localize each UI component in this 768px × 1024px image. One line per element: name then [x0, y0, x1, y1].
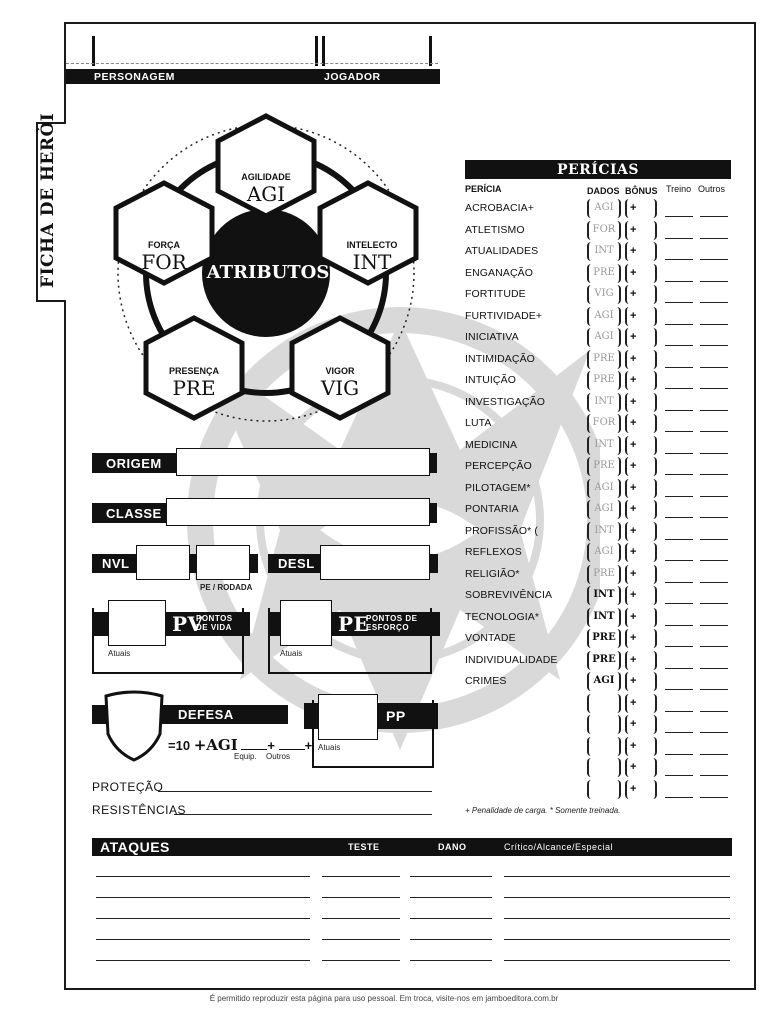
jogador-label: JOGADOR: [324, 70, 381, 83]
pericia-row: [465, 393, 730, 415]
pe-label: PE: [338, 612, 370, 636]
defesa-label: DEFESA: [178, 707, 234, 722]
pericia-die[interactable]: INT: [587, 242, 621, 261]
pericia-name: INTIMIDAÇÃO: [465, 352, 535, 365]
pericia-die[interactable]: [587, 780, 621, 799]
ataque-cell-line[interactable]: [504, 876, 730, 877]
defesa-formula-plus-1: +: [267, 738, 275, 753]
pericia-bonus-field[interactable]: +: [625, 715, 657, 734]
pericia-row: [465, 500, 730, 522]
pv-atuais-label: Atuais: [108, 649, 131, 658]
pericia-outros-line[interactable]: [700, 453, 728, 454]
pericia-row: [465, 543, 730, 565]
col-treino: Treino: [666, 184, 692, 194]
pe-rodada-label: PE / RODADA: [200, 583, 253, 592]
ataque-cell-line[interactable]: [410, 897, 492, 898]
pericia-row: [465, 629, 730, 651]
attr-vig-abbr: VIG: [320, 376, 360, 400]
pericia-treino-line[interactable]: [665, 560, 693, 561]
pericia-die[interactable]: AGI: [587, 672, 621, 691]
pericia-bonus-field[interactable]: +: [625, 758, 657, 777]
pericia-treino-line[interactable]: [665, 410, 693, 411]
defesa-formula-agi: +AGI: [193, 736, 238, 754]
pericia-outros-line[interactable]: [700, 281, 728, 282]
ataques-title: ATAQUES: [100, 839, 170, 855]
pericia-row: [465, 307, 730, 329]
pericia-name: ACROBACIA+: [465, 202, 534, 214]
pericia-die[interactable]: VIG: [587, 285, 621, 304]
pericia-outros-line[interactable]: [700, 797, 728, 798]
pericia-outros-line[interactable]: [700, 754, 728, 755]
pericia-treino-line[interactable]: [665, 625, 693, 626]
pe-rodada-field[interactable]: [196, 545, 250, 580]
pericia-name: INTUIÇÃO: [465, 374, 516, 386]
pericia-name: PONTARIA: [465, 503, 519, 515]
pericia-name: PROFISSÃO* (: [465, 524, 538, 537]
ataque-cell-line[interactable]: [504, 960, 730, 961]
ataque-cell-line[interactable]: [504, 939, 730, 940]
pericia-treino-line[interactable]: [665, 259, 693, 260]
pericia-bonus-field[interactable]: +: [625, 371, 657, 390]
ataque-cell-line[interactable]: [504, 918, 730, 919]
pericia-name: FORTITUDE: [465, 288, 526, 300]
equip-label: Equip.: [234, 752, 257, 761]
pericia-row: [465, 199, 730, 221]
pericia-die[interactable]: INT: [587, 608, 621, 627]
pericia-treino-line[interactable]: [665, 324, 693, 325]
ataque-cell-line[interactable]: [410, 918, 492, 919]
pericia-row: [465, 457, 730, 479]
pericia-outros-line[interactable]: [700, 560, 728, 561]
pericia-row: [465, 221, 730, 243]
pericia-bonus-field[interactable]: +: [625, 350, 657, 369]
pericia-outros-line[interactable]: [700, 302, 728, 303]
pp-atuais-label: Atuais: [318, 743, 341, 752]
pericia-die[interactable]: PRE: [587, 264, 621, 283]
ataques-col-dano: DANO: [438, 842, 467, 852]
ataques-col-extra: Crítico/Alcance/Especial: [504, 842, 614, 852]
attr-int-name: INTELECTO: [346, 240, 398, 250]
pericia-treino-line[interactable]: [665, 431, 693, 432]
pericia-outros-line[interactable]: [700, 410, 728, 411]
pericia-die[interactable]: AGI: [587, 543, 621, 562]
attr-int: [332, 240, 412, 274]
pericia-row: [465, 436, 730, 458]
pericia-outros-line[interactable]: [700, 732, 728, 733]
pericia-treino-line[interactable]: [665, 539, 693, 540]
pericia-outros-line[interactable]: [700, 711, 728, 712]
pericia-treino-line[interactable]: [665, 582, 693, 583]
shield-icon[interactable]: [102, 690, 166, 762]
ataques-col-teste: TESTE: [348, 842, 380, 852]
pericia-row: [465, 242, 730, 264]
pericia-name: RELIGIÃO*: [465, 567, 520, 580]
pericia-treino-line[interactable]: [665, 496, 693, 497]
pericia-bonus-field[interactable]: +: [625, 285, 657, 304]
pericia-die[interactable]: [587, 694, 621, 713]
pericia-outros-line[interactable]: [700, 496, 728, 497]
defesa-formula-plus-2: +: [304, 738, 313, 753]
attr-pre-abbr: PRE: [172, 376, 216, 400]
nvl-field[interactable]: [136, 545, 190, 580]
protecao-label: PROTEÇÃO: [92, 780, 164, 794]
ataque-cell-line[interactable]: [322, 918, 400, 919]
pericia-name: TECNOLOGIA*: [465, 610, 540, 623]
ataque-cell-line[interactable]: [96, 939, 310, 940]
desl-field[interactable]: [320, 545, 430, 580]
pericia-bonus-field[interactable]: +: [625, 414, 657, 433]
pericia-die[interactable]: [587, 715, 621, 734]
pericia-name: REFLEXOS: [465, 546, 522, 558]
jogador-field[interactable]: [322, 36, 432, 66]
pericia-name: VONTADE: [465, 632, 516, 644]
pericia-row: [465, 694, 730, 716]
pv-label: PV: [172, 612, 204, 636]
attr-for: [124, 240, 204, 274]
pericia-bonus-field[interactable]: +: [625, 737, 657, 756]
pericia-row: [465, 651, 730, 673]
pericia-name: LUTA: [465, 417, 492, 429]
pericia-treino-line[interactable]: [665, 302, 693, 303]
pericia-die[interactable]: AGI: [587, 479, 621, 498]
pericias-footnote: + Penalidade de carga. * Somente treinada.: [465, 806, 621, 815]
pericia-name: SOBREVIVÊNCIA: [465, 589, 553, 601]
pv-sub-label: PONTOS DE VIDA: [196, 614, 233, 632]
ataques-bar: [92, 838, 732, 856]
pericia-treino-line[interactable]: [665, 711, 693, 712]
pericia-row: [465, 371, 730, 393]
pericia-treino-line[interactable]: [665, 689, 693, 690]
pericia-row: [465, 565, 730, 587]
ataque-cell-line[interactable]: [322, 876, 400, 877]
attr-int-abbr: INT: [352, 250, 392, 274]
pericia-bonus-field[interactable]: +: [625, 457, 657, 476]
pericia-die[interactable]: [587, 758, 621, 777]
pericia-die[interactable]: AGI: [587, 500, 621, 519]
resistencias-label: RESISTÊNCIAS: [92, 803, 187, 817]
pericia-die[interactable]: AGI: [587, 328, 621, 347]
pericia-name: INDIVIDUALIDADE: [465, 653, 558, 666]
pericia-row: [465, 522, 730, 544]
pericia-treino-line[interactable]: [665, 345, 693, 346]
pericia-treino-line[interactable]: [665, 668, 693, 669]
pericia-treino-line[interactable]: [665, 453, 693, 454]
pericia-row: [465, 758, 730, 780]
pericia-outros-line[interactable]: [700, 668, 728, 669]
pericia-row: [465, 479, 730, 501]
pericia-bonus-field[interactable]: +: [625, 221, 657, 240]
pericia-outros-line[interactable]: [700, 345, 728, 346]
pericia-die[interactable]: INT: [587, 586, 621, 605]
ataque-cell-line[interactable]: [96, 918, 310, 919]
desl-label: DESL: [278, 556, 315, 571]
pericia-bonus-field[interactable]: +: [625, 328, 657, 347]
ataque-cell-line[interactable]: [322, 939, 400, 940]
pericia-treino-line[interactable]: [665, 646, 693, 647]
attr-for-name: FORÇA: [148, 240, 180, 250]
personagem-label: PERSONAGEM: [94, 70, 175, 83]
ataque-cell-line[interactable]: [410, 939, 492, 940]
pericia-outros-line[interactable]: [700, 582, 728, 583]
pericia-outros-line[interactable]: [700, 474, 728, 475]
pericia-bonus-field[interactable]: +: [625, 242, 657, 261]
pericia-die[interactable]: PRE: [587, 629, 621, 648]
ataque-cell-line[interactable]: [96, 960, 310, 961]
pericia-die[interactable]: INT: [587, 393, 621, 412]
defesa-outros-line[interactable]: [279, 749, 305, 750]
pericia-treino-line[interactable]: [665, 754, 693, 755]
tab-title: FICHA DE HERÓI: [38, 112, 58, 288]
col-dados: DADOS: [587, 186, 620, 196]
pericia-treino-line[interactable]: [665, 388, 693, 389]
pericia-outros-line[interactable]: [700, 388, 728, 389]
pericia-row: [465, 328, 730, 350]
pericia-treino-line[interactable]: [665, 474, 693, 475]
attr-vig: [300, 366, 380, 400]
pv-atuais-field[interactable]: [108, 600, 166, 646]
pericia-name: MEDICINA: [465, 438, 518, 451]
pe-atuais-field[interactable]: [280, 600, 332, 646]
pericia-name: INICIATIVA: [465, 331, 519, 343]
pericia-bonus-field[interactable]: +: [625, 479, 657, 498]
pericia-die[interactable]: PRE: [587, 350, 621, 369]
pericia-row: [465, 672, 730, 694]
pericia-bonus-field[interactable]: +: [625, 522, 657, 541]
attr-pre: [154, 366, 234, 400]
pericia-bonus-field[interactable]: +: [625, 393, 657, 412]
origem-field[interactable]: [176, 448, 430, 476]
pericia-bonus-field[interactable]: +: [625, 586, 657, 605]
pericia-die[interactable]: FOR: [587, 414, 621, 433]
pericia-outros-line[interactable]: [700, 367, 728, 368]
pericia-name: ATUALIDADES: [465, 245, 539, 257]
defesa-formula-base: =10: [168, 738, 191, 753]
pericia-die[interactable]: PRE: [587, 565, 621, 584]
pericia-outros-line[interactable]: [700, 775, 728, 776]
pericia-name: PERCEPÇÃO: [465, 460, 532, 472]
pericia-die[interactable]: PRE: [587, 651, 621, 670]
pe-atuais-label: Atuais: [280, 649, 303, 658]
pericia-bonus-field[interactable]: +: [625, 780, 657, 799]
classe-label: CLASSE: [106, 505, 162, 521]
pp-label: PP: [386, 708, 406, 724]
pericia-row: [465, 264, 730, 286]
pericia-name: CRIMES: [465, 675, 507, 687]
pericia-treino-line[interactable]: [665, 517, 693, 518]
pericia-die[interactable]: INT: [587, 522, 621, 541]
protecao-line[interactable]: [158, 791, 432, 792]
pericia-outros-line[interactable]: [700, 216, 728, 217]
pericias-title-bar: [465, 160, 731, 179]
pericia-bonus-field[interactable]: +: [625, 672, 657, 691]
ataque-cell-line[interactable]: [96, 897, 310, 898]
pericias-title: PERÍCIAS: [556, 161, 640, 178]
pericia-name: FURTIVIDADE+: [465, 309, 543, 322]
pericia-name: ENGANAÇÃO: [465, 266, 533, 279]
pericia-bonus-field[interactable]: +: [625, 500, 657, 519]
pericia-row: [465, 780, 730, 802]
pericia-bonus-field[interactable]: +: [625, 264, 657, 283]
pericia-die[interactable]: AGI: [587, 199, 621, 218]
pericia-name: INVESTIGAÇÃO: [465, 395, 545, 408]
pericia-row: [465, 414, 730, 436]
pericia-outros-line[interactable]: [700, 238, 728, 239]
pericia-bonus-field[interactable]: +: [625, 694, 657, 713]
pericia-bonus-field[interactable]: +: [625, 565, 657, 584]
pericia-outros-line[interactable]: [700, 517, 728, 518]
pericia-outros-line[interactable]: [700, 689, 728, 690]
footer-note: É permitido reproduzir esta página para uso pessoal. Em troca, visite-nos em jamboeditora.com.br: [209, 994, 559, 1003]
pericia-die[interactable]: AGI: [587, 307, 621, 326]
pericia-treino-line[interactable]: [665, 216, 693, 217]
classe-field[interactable]: [166, 498, 430, 526]
col-outros: Outros: [698, 184, 726, 194]
header-divider: [66, 63, 438, 64]
pericia-name: PILOTAGEM*: [465, 481, 531, 494]
pericia-treino-line[interactable]: [665, 732, 693, 733]
ataque-cell-line[interactable]: [322, 897, 400, 898]
ataque-cell-line[interactable]: [504, 897, 730, 898]
ataque-cell-line[interactable]: [410, 876, 492, 877]
defesa-equip-line[interactable]: [241, 749, 267, 750]
attr-agi: [226, 172, 306, 206]
pericia-treino-line[interactable]: [665, 367, 693, 368]
pericia-treino-line[interactable]: [665, 281, 693, 282]
pericia-bonus-field[interactable]: +: [625, 651, 657, 670]
pericia-row: [465, 350, 730, 372]
origem-label: ORIGEM: [106, 455, 162, 471]
pericia-row: [465, 737, 730, 759]
pericia-die[interactable]: PRE: [587, 371, 621, 390]
pericia-die[interactable]: PRE: [587, 457, 621, 476]
attr-for-abbr: FOR: [141, 250, 187, 274]
pericia-bonus-field[interactable]: +: [625, 629, 657, 648]
pericia-outros-line[interactable]: [700, 431, 728, 432]
pericia-die[interactable]: INT: [587, 436, 621, 455]
col-bonus: BÔNUS: [625, 186, 658, 196]
pericia-bonus-field[interactable]: +: [625, 199, 657, 218]
attr-vig-name: VIGOR: [325, 366, 355, 376]
pericia-row: [465, 285, 730, 307]
pericia-die[interactable]: [587, 737, 621, 756]
pericia-bonus-field[interactable]: +: [625, 436, 657, 455]
pericia-outros-line[interactable]: [700, 324, 728, 325]
pe-sub-label: PONTOS DE ESFORÇO: [366, 614, 418, 632]
personagem-field[interactable]: [92, 36, 318, 66]
pericia-name: ATLETISMO: [465, 223, 525, 236]
pp-atuais-field[interactable]: [318, 694, 378, 740]
pericia-outros-line[interactable]: [700, 646, 728, 647]
attr-agi-abbr: AGI: [246, 182, 286, 206]
ataque-cell-line[interactable]: [96, 876, 310, 877]
pericia-outros-line[interactable]: [700, 539, 728, 540]
attr-agi-name: AGILIDADE: [241, 172, 291, 182]
pericia-row: [465, 715, 730, 737]
pericia-row: [465, 608, 730, 630]
attr-pre-name: PRESENÇA: [168, 366, 219, 376]
resistencias-line[interactable]: [174, 814, 432, 815]
pericia-die[interactable]: FOR: [587, 221, 621, 240]
attributes-center-label: ATRIBUTOS: [206, 262, 330, 283]
pericia-treino-line[interactable]: [665, 238, 693, 239]
pericia-bonus-field[interactable]: +: [625, 543, 657, 562]
outros-label: Outros: [266, 752, 291, 761]
pericia-bonus-field[interactable]: +: [625, 307, 657, 326]
pericia-treino-line[interactable]: [665, 603, 693, 604]
header-bar: [66, 69, 440, 84]
pericia-outros-line[interactable]: [700, 625, 728, 626]
pericia-outros-line[interactable]: [700, 259, 728, 260]
ataque-cell-line[interactable]: [322, 960, 400, 961]
nvl-label: NVL: [102, 556, 130, 571]
pericia-treino-line[interactable]: [665, 797, 693, 798]
pericia-outros-line[interactable]: [700, 603, 728, 604]
pericia-row: [465, 586, 730, 608]
col-pericia: PERÍCIA: [465, 184, 502, 194]
pericia-treino-line[interactable]: [665, 775, 693, 776]
ataque-cell-line[interactable]: [410, 960, 492, 961]
pericia-bonus-field[interactable]: +: [625, 608, 657, 627]
